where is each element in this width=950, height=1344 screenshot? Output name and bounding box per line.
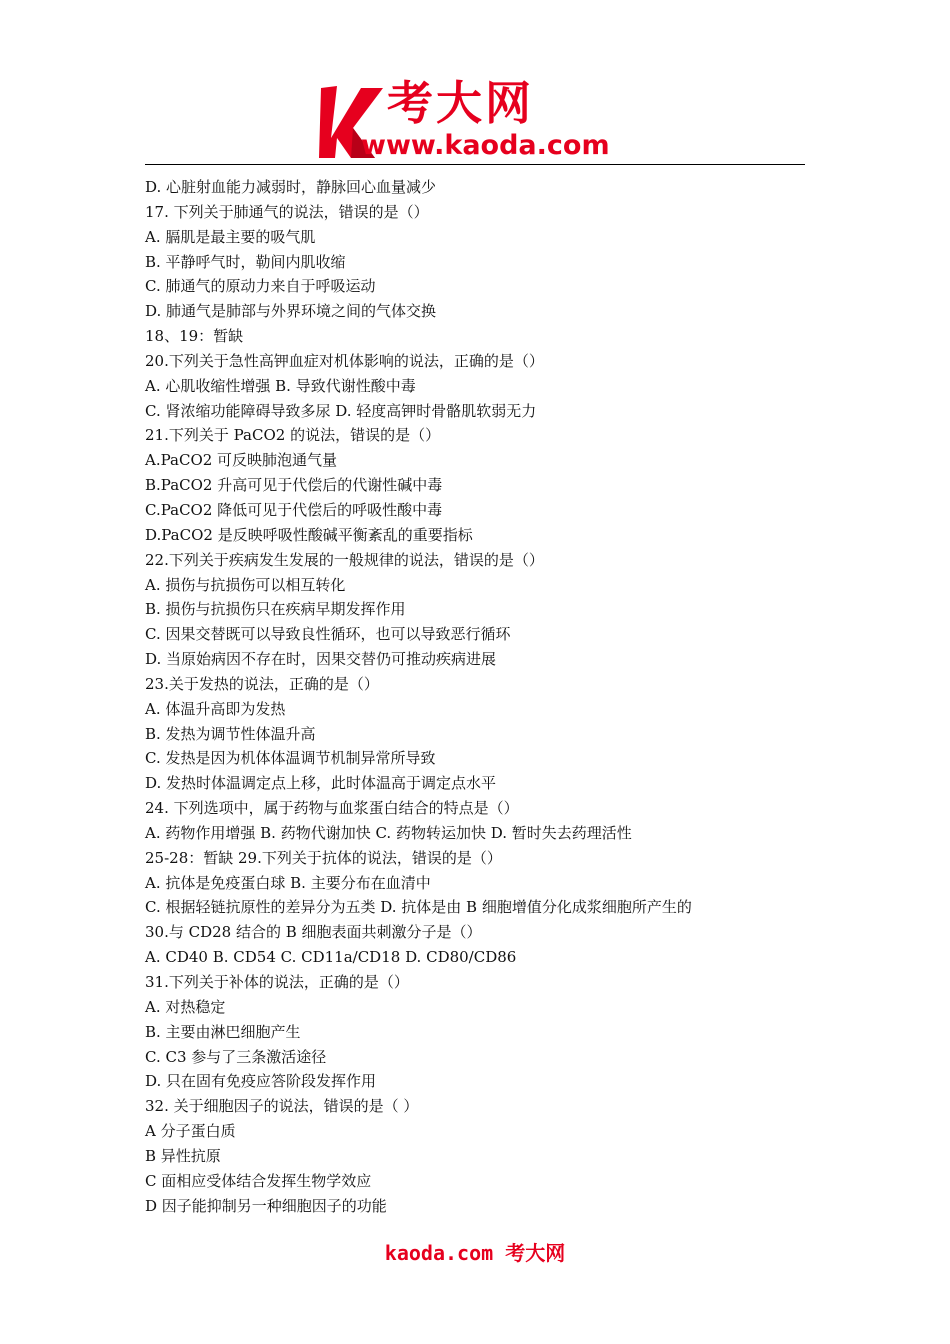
text-line: 17. 下列关于肺通气的说法，错误的是（） xyxy=(145,202,429,221)
text-line: 30.与 CD28 结合的 B 细胞表面共刺激分子是（） xyxy=(145,923,482,942)
text-line: D 因子能抑制另一种细胞因子的功能 xyxy=(145,1196,387,1215)
text-line: A 分子蛋白质 xyxy=(145,1122,236,1141)
text-line: A. 心肌收缩性增强 B. 导致代谢性酸中毒 xyxy=(145,376,416,395)
text-line: C. 根据轻链抗原性的差异分为五类 D. 抗体是由 B 细胞增值分化成浆细胞所产生的 xyxy=(145,898,692,917)
text-line: B.PaCO2 升高可见于代偿后的代谢性碱中毒 xyxy=(145,476,443,495)
text-line: D. 当原始病因不存在时，因果交替仍可推动疾病进展 xyxy=(145,650,497,669)
text-line: D. 肺通气是肺部与外界环境之间的气体交换 xyxy=(145,302,437,321)
text-line: D.PaCO2 是反映呼吸性酸碱平衡紊乱的重要指标 xyxy=(145,525,473,544)
kaoda-logo[interactable] xyxy=(317,78,647,162)
text-line: C. C3 参与了三条激活途径 xyxy=(145,1047,327,1066)
document-body xyxy=(145,175,825,1218)
text-line: C 面相应受体结合发挥生物学效应 xyxy=(145,1171,372,1190)
text-line: D. 只在固有免疫应答阶段发挥作用 xyxy=(145,1072,377,1091)
text-line: C. 肾浓缩功能障碍导致多尿 D. 轻度高钾时骨骼肌软弱无力 xyxy=(145,401,537,420)
text-line: C.PaCO2 降低可见于代偿后的呼吸性酸中毒 xyxy=(145,500,443,519)
text-line: B. 平静呼气时，勒间内肌收缩 xyxy=(145,252,346,271)
text-line: 25-28：暂缺 29.下列关于抗体的说法，错误的是（） xyxy=(145,848,502,867)
logo-chinese-text: 考大网 xyxy=(387,76,534,130)
text-line: B 异性抗原 xyxy=(145,1146,221,1165)
text-line: 18、19：暂缺 xyxy=(145,327,244,346)
text-line: 21.下列关于 PaCO2 的说法，错误的是（） xyxy=(145,426,441,445)
text-line: A. 对热稳定 xyxy=(145,997,226,1016)
logo-url-text: www.kaoda.com xyxy=(361,130,610,161)
page-header xyxy=(145,70,805,165)
text-line: A. 体温升高即为发热 xyxy=(145,699,286,718)
text-line: A. 损伤与抗损伤可以相互转化 xyxy=(145,575,346,594)
text-line: B. 主要由淋巴细胞产生 xyxy=(145,1022,301,1041)
text-line: 20.下列关于急性高钾血症对机体影响的说法，正确的是（） xyxy=(145,351,544,370)
text-line: 32. 关于细胞因子的说法，错误的是（ ） xyxy=(145,1097,419,1116)
text-line: 22.下列关于疾病发生发展的一般规律的说法，错误的是（） xyxy=(145,550,544,569)
text-line: A. 膈肌是最主要的吸气肌 xyxy=(145,227,316,246)
text-line: C. 发热是因为机体体温调节机制异常所导致 xyxy=(145,749,436,768)
header-divider xyxy=(145,164,805,165)
footer-text[interactable]: kaoda.com 考大网 xyxy=(384,1241,566,1265)
text-line: D. 发热时体温调定点上移，此时体温高于调定点水平 xyxy=(145,774,497,793)
text-line: A. CD40 B. CD54 C. CD11a/CD18 D. CD80/CD86 xyxy=(145,948,517,967)
text-line: 23.关于发热的说法，正确的是（） xyxy=(145,674,379,693)
text-line: B. 损伤与抗损伤只在疾病早期发挥作用 xyxy=(145,600,406,619)
text-line: C. 肺通气的原动力来自于呼吸运动 xyxy=(145,277,376,296)
text-line: A.PaCO2 可反映肺泡通气量 xyxy=(145,451,338,470)
text-line: A. 抗体是免疫蛋白球 B. 主要分布在血清中 xyxy=(145,873,431,892)
text-line: C. 因果交替既可以导致良性循环，也可以导致恶行循环 xyxy=(145,625,511,644)
text-line: D. 心脏射血能力减弱时，静脉回心血量减少 xyxy=(145,178,437,196)
text-line: 31.下列关于补体的说法，正确的是（） xyxy=(145,973,409,991)
text-line: A. 药物作用增强 B. 药物代谢加快 C. 药物转运加快 D. 暂时失去药理活性 xyxy=(145,823,632,842)
text-line: B. 发热为调节性体温升高 xyxy=(145,724,316,743)
text-line: 24. 下列选项中，属于药物与血浆蛋白结合的特点是（） xyxy=(145,799,519,818)
